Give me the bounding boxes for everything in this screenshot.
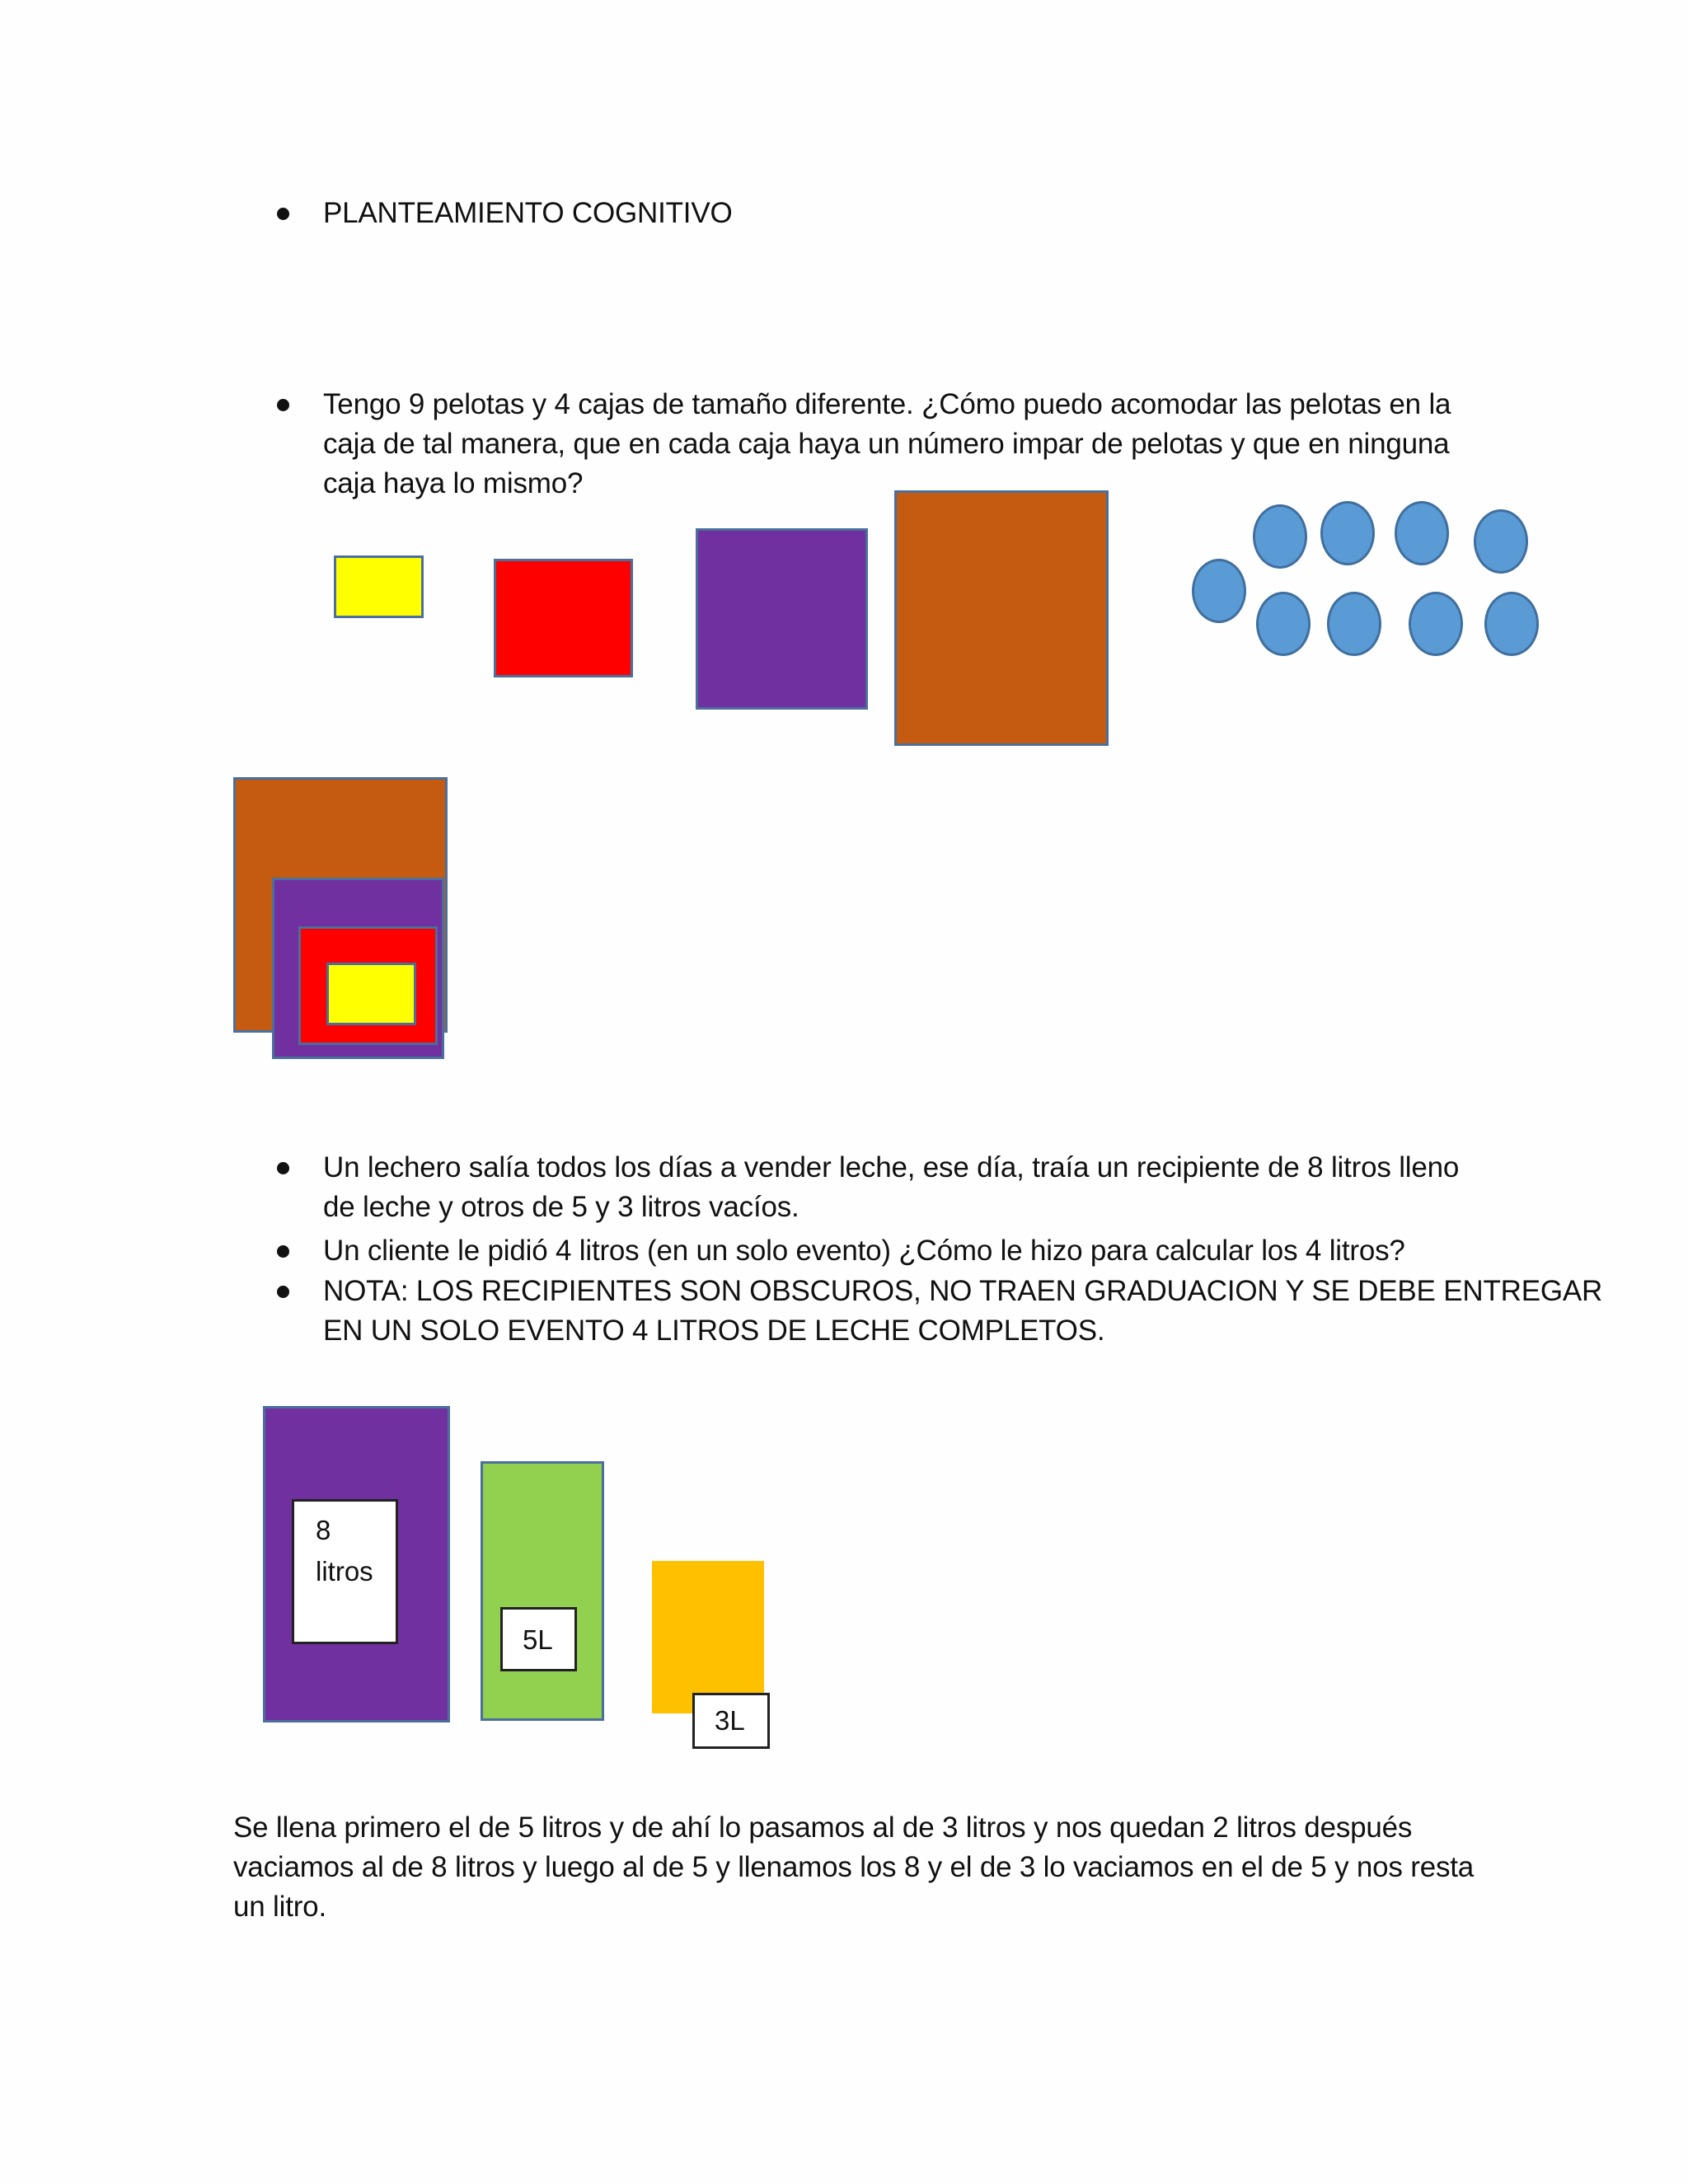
ball bbox=[1474, 509, 1528, 574]
red-box bbox=[494, 559, 633, 677]
ball bbox=[1484, 592, 1539, 656]
bullet-problem2-2 bbox=[277, 1245, 289, 1258]
problem2-text-3: NOTA: LOS RECIPIENTES SON OBSCUROS, NO TRAEN GRADUACION Y SE DEBE ENTREGAR EN UN SOLO EVENTO 4 LITROS DE LECHE COMPLETOS. bbox=[323, 1275, 1603, 1347]
container-5-liters bbox=[481, 1461, 604, 1721]
bullet-heading bbox=[277, 208, 289, 220]
ball bbox=[1395, 501, 1449, 565]
problem2-text-1: Un lechero salía todos los días a vender leche, ese día, traía un recipiente de 8 litros lleno de leche y otros de 5 y 3 litros vacíos. bbox=[323, 1151, 1460, 1223]
ball bbox=[1409, 592, 1463, 656]
purple-box bbox=[696, 528, 868, 710]
label-8-liters: 8 litros bbox=[292, 1499, 398, 1644]
label-3-liters: 3L bbox=[692, 1693, 770, 1749]
section-heading: PLANTEAMIENTO COGNITIVO bbox=[323, 197, 733, 229]
ball bbox=[1327, 592, 1381, 656]
large-brown-box bbox=[894, 490, 1109, 746]
problem1-text: Tengo 9 pelotas y 4 cajas de tamaño diferente. ¿Cómo puedo acomodar las pelotas en la caja de tal manera, que en cada caja haya un número impar de pelotas y que en ninguna caja haya lo mismo? bbox=[323, 388, 1451, 499]
problem2-text-2: Un cliente le pidió 4 litros (en un solo evento) ¿Cómo le hizo para calcular los 4 litros? bbox=[323, 1235, 1405, 1267]
bullet-problem2-3 bbox=[277, 1286, 289, 1298]
answer-text: Se llena primero el de 5 litros y de ahí lo pasamos al de 3 litros y nos quedan 2 litros después vaciamos al de 8 litros y luego al de 5 y llenamos los 8 y el de 3 lo vaciamos en el de 5 y nos resta un litro. bbox=[233, 1811, 1475, 1923]
ball bbox=[1320, 501, 1375, 565]
nested-yellow-box bbox=[326, 963, 416, 1025]
ball bbox=[1253, 504, 1307, 569]
ball bbox=[1192, 559, 1246, 623]
small-yellow-box bbox=[334, 555, 424, 618]
container-3-liters bbox=[652, 1561, 764, 1713]
bullet-problem1 bbox=[277, 399, 289, 411]
bullet-problem2-1 bbox=[277, 1162, 289, 1174]
label-5-liters: 5L bbox=[500, 1607, 577, 1671]
ball bbox=[1256, 592, 1311, 656]
